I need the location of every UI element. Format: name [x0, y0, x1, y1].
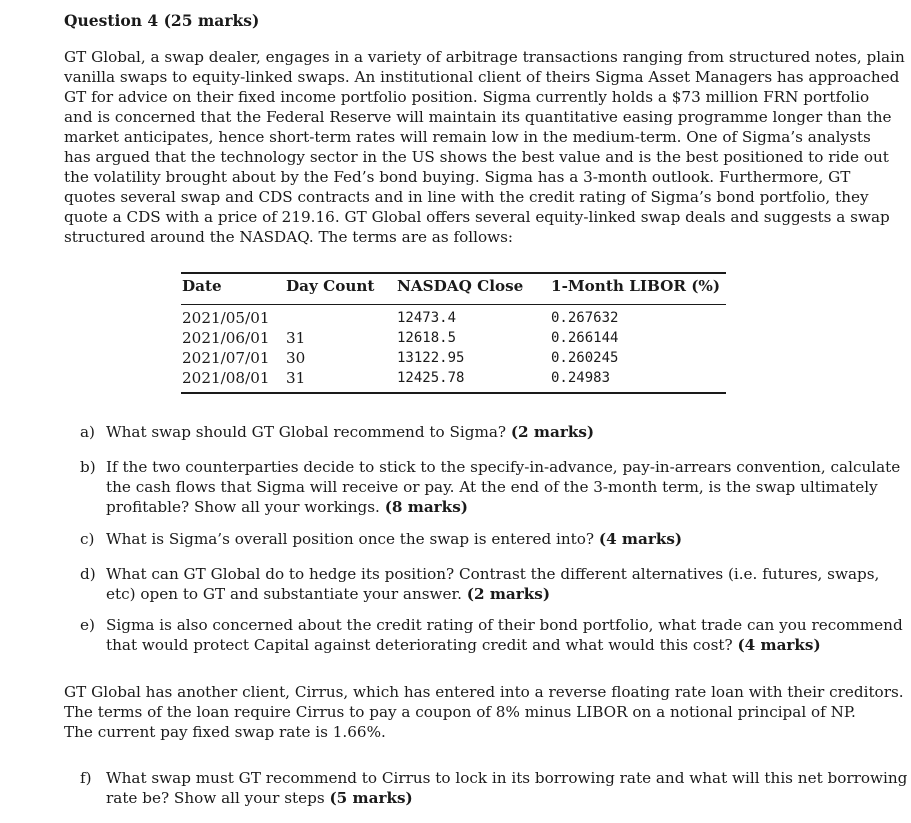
item-label: c) [80, 530, 95, 548]
table-rule-mid [181, 304, 726, 305]
intro-paragraph [64, 47, 905, 247]
intro-line: quotes several swap and CDS contracts and in line with the credit rating of Sigma’s bond portfolio, they [64, 188, 869, 206]
table-rule-bottom [181, 392, 726, 394]
intro-line: quote a CDS with a price of 219.16. GT Global offers several equity-linked swap deals and suggests a swap [64, 208, 890, 226]
table-rule-top [181, 272, 726, 274]
cirrus-line: GT Global has another client, Cirrus, which has entered into a reverse floating rate loan with their creditors. [64, 683, 904, 701]
item-text: What swap must GT recommend to Cirrus to lock in its borrowing rate and what will this net borrowing [106, 769, 908, 787]
question-title: Question 4 (25 marks) [64, 11, 260, 30]
table-cell-nasdaq: 13122.95 [397, 350, 465, 366]
cirrus-line: The current pay fixed swap rate is 1.66%. [64, 723, 386, 741]
item-text: What can GT Global do to hedge its position? Contrast the different alternatives (i.e. futures, swaps, [106, 565, 880, 583]
item-label: a) [80, 423, 95, 441]
table-header-nasdaq: NASDAQ Close [397, 277, 524, 295]
item-marks: (5 marks) [329, 789, 413, 807]
table-header-day-count: Day Count [286, 277, 375, 295]
item-text: What is Sigma’s overall position once the swap is entered into? [106, 530, 595, 548]
table-cell-date: 2021/08/01 [182, 369, 270, 387]
intro-line: market anticipates, hence short-term rates will remain low in the medium-term. One of Sigma’s analysts [64, 128, 871, 146]
table-cell-day-count: 30 [286, 349, 306, 367]
table-cell-date: 2021/06/01 [182, 329, 270, 347]
intro-line: GT Global, a swap dealer, engages in a variety of arbitrage transactions ranging from structured notes, plain [64, 48, 905, 66]
table-cell-libor: 0.24983 [551, 370, 611, 386]
table-cell-libor: 0.260245 [551, 350, 619, 366]
item-marks: (2 marks) [510, 423, 595, 441]
intro-line: and is concerned that the Federal Reserve will maintain its quantitative easing programme longer than the [64, 108, 892, 126]
table-cell-day-count: 31 [286, 369, 306, 387]
item-text: Sigma is also concerned about the credit rating of their bond portfolio, what trade can you recommend [106, 616, 903, 634]
item-text: profitable? Show all your workings. [106, 498, 380, 516]
item-marks: (4 marks) [737, 636, 821, 654]
item-label: d) [80, 565, 96, 583]
item-marks: (8 marks) [384, 498, 468, 516]
item-text: rate be? Show all your steps [106, 789, 325, 807]
table-cell-nasdaq: 12473.4 [397, 310, 457, 326]
table-cell-nasdaq: 12425.78 [397, 370, 465, 386]
intro-line: GT for advice on their fixed income portfolio position. Sigma currently holds a $73 million FRN portfolio [64, 88, 870, 106]
item-text: that would protect Capital against deteriorating credit and what would this cost? [106, 636, 733, 654]
table-cell-date: 2021/07/01 [182, 349, 270, 367]
item-marks: (2 marks) [466, 585, 551, 603]
intro-line: has argued that the technology sector in the US shows the best value and is the best positioned to ride out [64, 148, 889, 166]
intro-line: the volatility brought about by the Fed’s bond buying. Sigma has a 3-month outlook. Furthermore, GT [64, 168, 851, 186]
item-text: etc) open to GT and substantiate your answer. [106, 585, 462, 603]
intro-line: structured around the NASDAQ. The terms are as follows: [64, 228, 513, 246]
table-cell-libor: 0.267632 [551, 310, 619, 326]
item-label: b) [80, 458, 96, 476]
table-header-libor: 1-Month LIBOR (%) [551, 277, 721, 295]
table-cell-date: 2021/05/01 [182, 309, 270, 327]
table-cell-day-count: 31 [286, 329, 306, 347]
table-cell-nasdaq: 12618.5 [397, 330, 457, 346]
intro-line: vanilla swaps to equity-linked swaps. An institutional client of theirs Sigma Asset Managers has approached [64, 68, 900, 86]
item-text: What swap should GT Global recommend to Sigma? [106, 423, 507, 441]
table-header-date: Date [182, 277, 222, 295]
item-label: f) [80, 769, 92, 787]
cirrus-paragraph [64, 682, 904, 742]
item-label: e) [80, 616, 95, 634]
item-text: If the two counterparties decide to stick to the specify-in-advance, pay-in-arrears convention, calculate [106, 458, 901, 476]
item-text: the cash flows that Sigma will receive or pay. At the end of the 3-month term, is the swap ultimately [106, 478, 878, 496]
cirrus-line: The terms of the loan require Cirrus to pay a coupon of 8% minus LIBOR on a notional principal of NP. [64, 703, 856, 721]
item-marks: (4 marks) [598, 530, 683, 548]
table-cell-libor: 0.266144 [551, 330, 619, 346]
